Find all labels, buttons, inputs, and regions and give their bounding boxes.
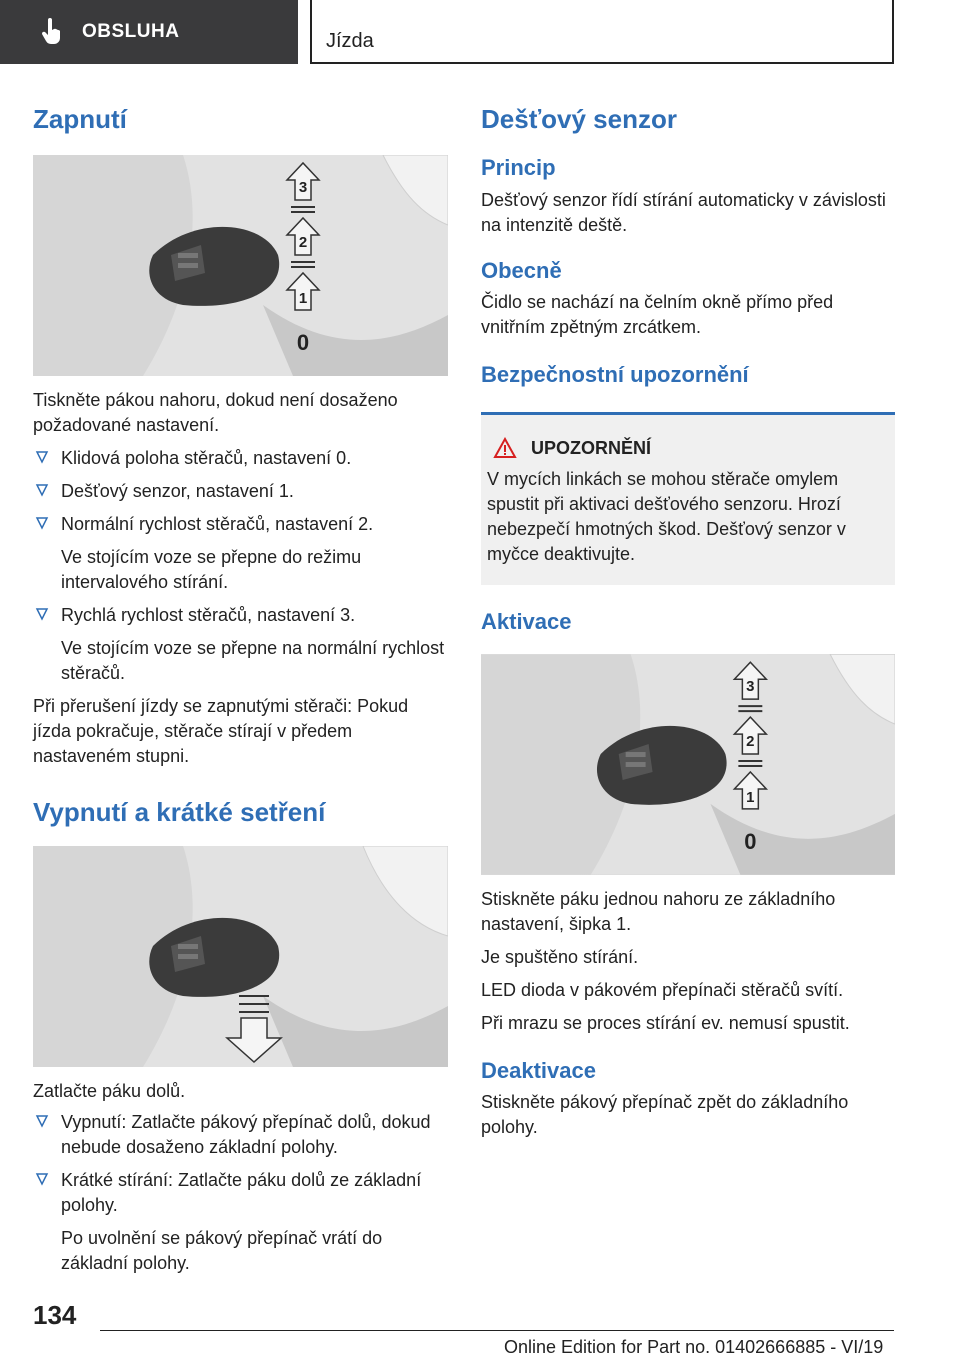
footer-divider: [100, 1330, 894, 1331]
list-item: Dešťový senzor, nastavení 1.: [33, 479, 448, 504]
label-pos3: 3: [298, 179, 308, 197]
paragraph-tisknete: Tiskněte pákou nahoru, dokud není dosaženo požadované nastavení.: [33, 390, 398, 436]
paragraph-preruseni: Při přerušení jízdy se zapnutými stěrači: Pokud jízda pokračuje, stěrače stírají v předem nastaveném stupni.: [33, 696, 409, 767]
triangle-bullet-icon: [35, 516, 49, 530]
right-column: [481, 100, 895, 1140]
heading-zapnuti: Zapnutí: [33, 104, 127, 134]
heading-destovy-senzor: Dešťový senzor: [481, 104, 677, 134]
paragraph-aktivace-2: Je spuštěno stírání.: [481, 946, 639, 967]
triangle-bullet-icon: [35, 450, 49, 464]
heading-deaktivace: Deaktivace: [481, 1057, 596, 1083]
list-item: Normální rychlost stěračů, nastavení 2.: [33, 512, 448, 537]
label-pos3: 3: [746, 677, 755, 695]
list-item: Krátké stírání: Zatlačte páku dolů ze základní polohy.: [33, 1168, 448, 1218]
warning-text: V mycích linkách se mohou stěrače omylem spustit při aktivaci dešťového senzoru. Hrozí nebezpečí hmotných škod. Dešťový senzor v myčce deaktivujte.: [487, 469, 846, 565]
triangle-bullet-icon: [35, 607, 49, 621]
paragraph-zatlacte: Zatlačte páku dolů.: [33, 1081, 186, 1102]
heading-obecne: Obecně: [481, 257, 562, 283]
list-item: Vypnutí: Zatlačte pákový přepínač dolů, dokud nebude dosaženo základní polohy.: [33, 1110, 448, 1160]
heading-princip: Princip: [481, 155, 556, 181]
heading-bezpecnostni: Bezpečnostní upozornění: [481, 361, 749, 387]
sub-paragraph-normal: Ve stojícím voze se přepne do režimu intervalového stírání.: [61, 547, 362, 593]
lever-figure-down: [33, 846, 448, 1067]
warning-title: UPOZORNĚNÍ: [487, 437, 885, 459]
paragraph-aktivace-3: LED dioda v pákovém přepínači stěračů svítí.: [481, 979, 844, 1000]
label-pos2: 2: [298, 234, 308, 252]
label-pos0: 0: [744, 828, 757, 854]
triangle-bullet-icon: [35, 1114, 49, 1128]
section-tab[interactable]: [0, 0, 298, 64]
chapter-header: [310, 0, 894, 64]
list-item: Klidová poloha stěračů, nastavení 0.: [33, 446, 448, 471]
edition-text: Online Edition for Part no. 01402666885 - VI/19: [504, 1337, 884, 1357]
lever-figure-up: [33, 155, 448, 376]
label-pos2: 2: [746, 732, 755, 750]
list-item: Rychlá rychlost stěračů, nastavení 3.: [33, 603, 448, 628]
heading-vypnuti: Vypnutí a krátké setření: [33, 797, 326, 828]
section-label: OBSLUHA: [82, 21, 180, 42]
paragraph-obecne: Čidlo se nachází na čelním okně přímo před vnitřním zpětným zrcátkem.: [481, 291, 834, 337]
page-number: 134: [33, 1300, 77, 1330]
lever-figure-activation: [481, 654, 895, 875]
triangle-bullet-icon: [35, 483, 49, 497]
paragraph-deaktivace: Stiskněte pákový přepínač zpět do základního polohy.: [481, 1092, 849, 1138]
hand-pointer-icon: [40, 18, 64, 46]
sub-paragraph-fast: Ve stojícím voze se přepne na normální rychlost stěračů.: [61, 638, 445, 684]
triangle-bullet-icon: [35, 1172, 49, 1186]
sub-paragraph-short: Po uvolnění se pákový přepínač vrátí do základní polohy.: [61, 1228, 383, 1274]
warning-box: [481, 412, 895, 585]
chapter-label: Jízda: [326, 30, 374, 52]
label-pos1: 1: [746, 788, 755, 806]
paragraph-aktivace-1: Stiskněte páku jednou nahoru ze základního nastavení, šipka 1.: [481, 888, 836, 934]
left-column: [33, 100, 448, 1276]
paragraph-aktivace-4: Při mrazu se proces stírání ev. nemusí spustit.: [481, 1012, 850, 1033]
paragraph-princip: Dešťový senzor řídí stírání automaticky v závislosti na intenzitě deště.: [481, 189, 886, 235]
heading-aktivace: Aktivace: [481, 609, 572, 635]
label-pos0: 0: [296, 330, 310, 356]
warning-triangle-icon: [493, 437, 517, 459]
label-pos1: 1: [298, 290, 308, 308]
